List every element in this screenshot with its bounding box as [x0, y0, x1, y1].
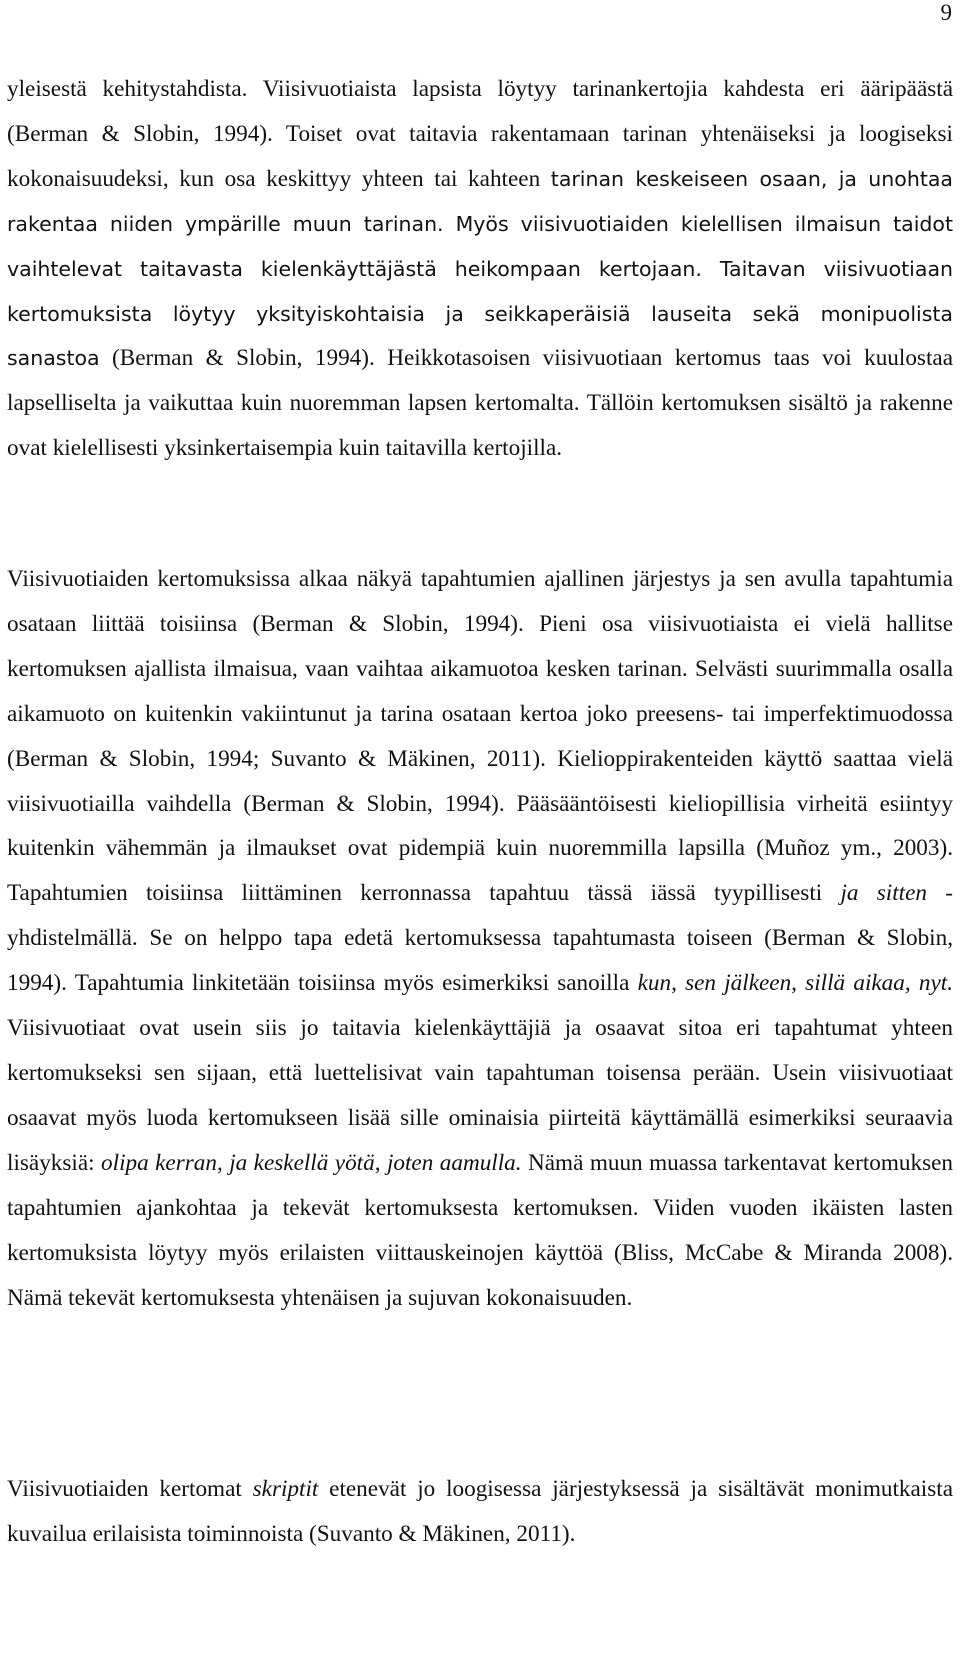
paragraph-2	[7, 557, 953, 1320]
text-run: Viisivuotiaiden kertomat	[7, 1476, 253, 1502]
paragraph-2-text	[7, 557, 953, 1320]
paragraph-1-text	[7, 67, 953, 471]
text-run-italic: skriptit	[252, 1476, 319, 1502]
paragraph-1	[7, 67, 953, 471]
page-number: 9	[940, 0, 952, 25]
text-run: -yhdistelmällä. Se on helppo tapa edetä kertomuksessa tapahtumasta toiseen (Berman & Slobin, 1994). Tapahtumia linkitetään toisiinsa myös esimerkiksi sanoilla	[7, 880, 953, 997]
text-run: etenevät jo loogisessa järjestyksessä ja sisältävät monimutkaista kuvailua erilaisista toiminnoista (Suvanto & Mäkinen, 2011).	[7, 1476, 954, 1547]
text-run-italic: olipa kerran, ja keskellä yötä, joten aamulla.	[101, 1149, 522, 1176]
text-run-italic: ja sitten	[840, 880, 927, 907]
text-run-italic: kun, sen jälkeen, sillä aikaa, nyt.	[637, 970, 954, 997]
paragraph-3-text	[7, 1467, 953, 1557]
text-run-sans: tarinan keskeiseen osaan, ja unohtaa rakentaa niiden ympärille muun tarinan. Myös viisivuotiaiden kielellisen ilmaisun taidot vaihtelevat taitavasta kielenkäyttäjästä heikompaan kertojaan. Taitavan viisivuotiaan kertomuksista löytyy yksityiskohtaisia ja seikkaperäisiä lauseita sekä monipuolista sanastoa	[7, 166, 953, 371]
text-run: Nämä muun muassa tarkentavat kertomuksen tapahtumien ajankohtaa ja tekevät kertomuksesta kertomuksen. Viiden vuoden ikäisten lasten kertomuksista löytyy myös erilaisten viittauskeinojen käyttöä (Bliss, McCabe & Miranda 2008). Nämä tekevät kertomuksesta yhtenäisen ja sujuvan kokonaisuuden.	[7, 1149, 953, 1311]
paragraph-3	[7, 1467, 953, 1557]
text-run: yleisestä kehitystahdista. Viisivuotiaista lapsista löytyy tarinankertojia kahdesta eri ääripäästä (Berman & Slobin, 1994). Toiset ovat taitavia rakentamaan tarinan yhtenäiseksi ja loogiseksi kokonaisuudeksi, kun osa keskittyy yhteen tai kahteen	[7, 76, 953, 192]
text-run: Viisivuotiaat ovat usein siis jo taitavia kielenkäyttäjiä ja osaavat sitoa eri tapahtumat yhteen kertomukseksi sen sijaan, että luettelisivat vain tapahtuman toisensa perään. Usein viisivuotiaat osaavat myös luoda kertomukseen lisää sille ominaisia piirteitä käyttämällä esimerkiksi seuraavia lisäyksiä:	[7, 1015, 953, 1176]
text-run: (Berman & Slobin, 1994). Heikkotasoisen viisivuotiaan kertomus taas voi kuulostaa lapselliselta ja vaikuttaa kuin nuoremman lapsen kertomalta. Tällöin kertomuksen sisältö ja rakenne ovat kielellisesti yksinkertaisempia kuin taitavilla kertojilla.	[7, 345, 953, 462]
text-run: Viisivuotiaiden kertomuksissa alkaa näkyä tapahtumien ajallinen järjestys ja sen avulla tapahtumia osataan liittää toisiinsa (Berman & Slobin, 1994). Pieni osa viisivuotiaista ei vielä hallitse kertomuksen ajallista ilmaisua, vaan vaihtaa aikamuotoa kesken tarinan. Selvästi suurimmalla osalla aikamuoto on kuitenkin vakiintunut ja tarina osataan kertoa joko preesens- tai imperfektimuodossa (Berman & Slobin, 1994; Suvanto & Mäkinen, 2011). Kielioppirakenteiden käyttö saattaa vielä viisivuotiailla vaihdella (Berman & Slobin, 1994). Pääsääntöisesti kieliopillisia virheitä esiintyy kuitenkin vähemmän ja ilmaukset ovat pidempiä kuin nuoremmilla lapsilla (Muñoz ym., 2003). Tapahtumien toisiinsa liittäminen kerronnassa tapahtuu tässä iässä tyypillisesti	[7, 566, 953, 907]
